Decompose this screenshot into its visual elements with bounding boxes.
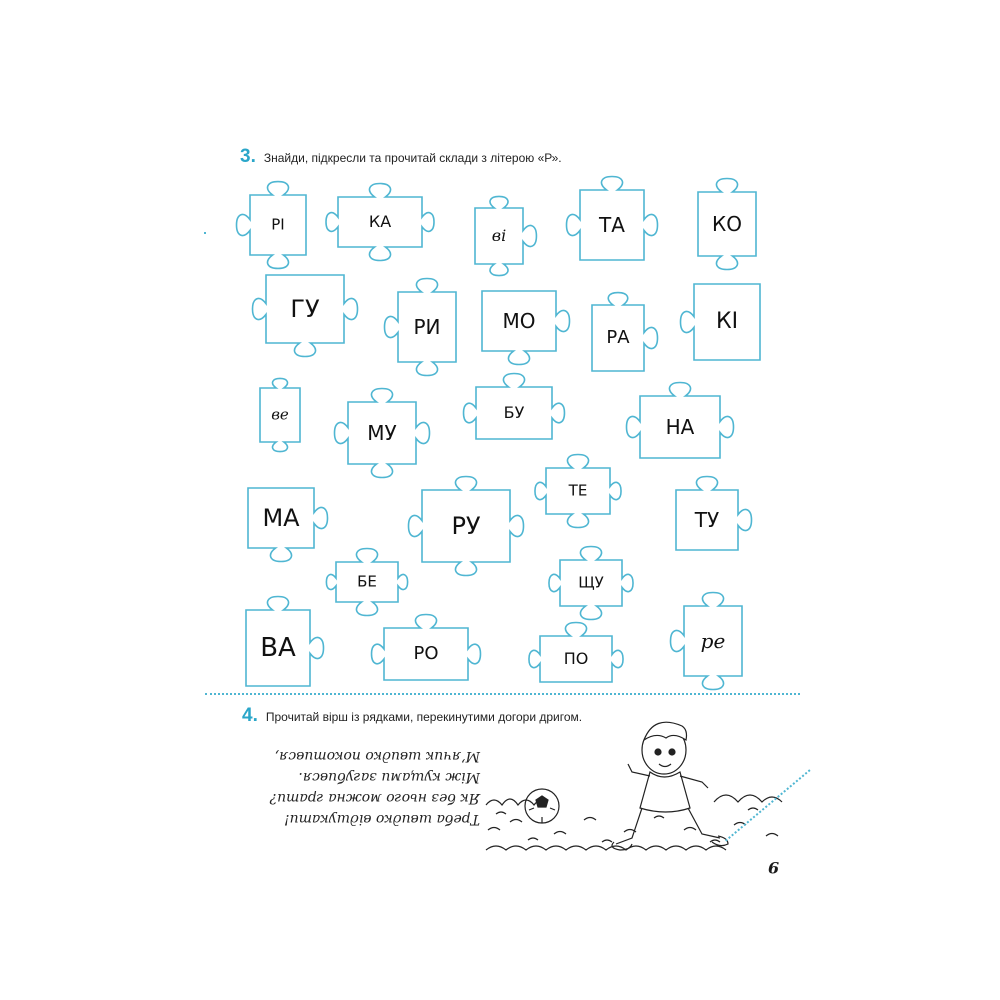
puzzle-piece xyxy=(560,560,622,606)
poem-line: М’ячик швидко покотився, xyxy=(274,748,480,764)
puzzle-piece xyxy=(684,606,742,676)
syllable-label: РІ xyxy=(271,215,285,234)
puzzle-piece xyxy=(246,610,310,686)
puzzle-piece xyxy=(640,396,720,458)
syllable-label: КА xyxy=(368,212,392,231)
puzzle-piece xyxy=(580,190,644,260)
syllable-label: РИ xyxy=(413,315,441,339)
syllable-label: ТА xyxy=(599,213,625,237)
syllable-label: ЩУ xyxy=(578,573,604,592)
page-number: 9 xyxy=(768,858,780,877)
syllable-label: МУ xyxy=(367,421,397,445)
upside-down-poem xyxy=(245,745,480,829)
syllable-label: БУ xyxy=(503,403,525,422)
puzzle-piece xyxy=(476,387,552,439)
section-divider xyxy=(205,693,800,695)
syllable-label: КО xyxy=(712,212,742,236)
puzzle-piece xyxy=(250,195,306,255)
syllable-label: МО xyxy=(502,309,536,333)
syllable-label: МА xyxy=(262,504,300,532)
puzzle-piece xyxy=(592,305,644,371)
puzzle-piece xyxy=(422,490,510,562)
task-4-instruction: Прочитай вірш із рядками, перекинутими догори дригом. xyxy=(265,710,583,724)
syllable-label: ве xyxy=(271,405,289,424)
task-3-number: 3. xyxy=(240,146,256,167)
puzzle-piece xyxy=(546,468,610,514)
task-4-number: 4. xyxy=(242,705,258,726)
puzzle-piece xyxy=(482,291,556,351)
puzzle-piece xyxy=(260,388,300,442)
puzzle-piece xyxy=(475,208,523,264)
puzzle-piece xyxy=(348,402,416,464)
syllable-label: ВА xyxy=(260,633,296,663)
syllable-label: НА xyxy=(665,415,695,439)
syllable-label: ре xyxy=(700,629,726,653)
puzzle-piece xyxy=(694,284,760,360)
puzzle-piece xyxy=(540,636,612,682)
syllable-label: ТУ xyxy=(694,508,720,532)
syllable-label: РА xyxy=(606,327,630,348)
syllable-label: РО xyxy=(413,643,439,664)
margin-tick xyxy=(204,232,206,234)
syllable-label: РУ xyxy=(451,512,481,540)
poem-line: Між кущами загубився. xyxy=(298,769,480,785)
puzzle-piece xyxy=(248,488,314,548)
syllable-label: ві xyxy=(491,226,507,245)
syllable-label: БЕ xyxy=(357,572,377,591)
puzzle-piece xyxy=(338,197,422,247)
task-3-instruction: Знайди, підкресли та прочитай склади з літерою «Р». xyxy=(263,151,562,165)
puzzle-piece xyxy=(266,275,344,343)
syllable-label: ГУ xyxy=(290,295,320,323)
syllable-label: ТЕ xyxy=(568,481,588,500)
puzzle-piece xyxy=(384,628,468,680)
puzzle-piece xyxy=(676,490,738,550)
syllable-label: КІ xyxy=(715,309,739,334)
poem-line: Треба швидко відшукати! xyxy=(284,811,480,827)
task-3-header xyxy=(240,146,562,168)
puzzle-piece xyxy=(698,192,756,256)
syllable-label: ПО xyxy=(563,649,589,668)
puzzle-piece xyxy=(336,562,398,602)
boy-playing-football-icon xyxy=(484,710,796,860)
poem-line: Як без нього можна грати? xyxy=(269,790,480,806)
puzzle-piece xyxy=(398,292,456,362)
